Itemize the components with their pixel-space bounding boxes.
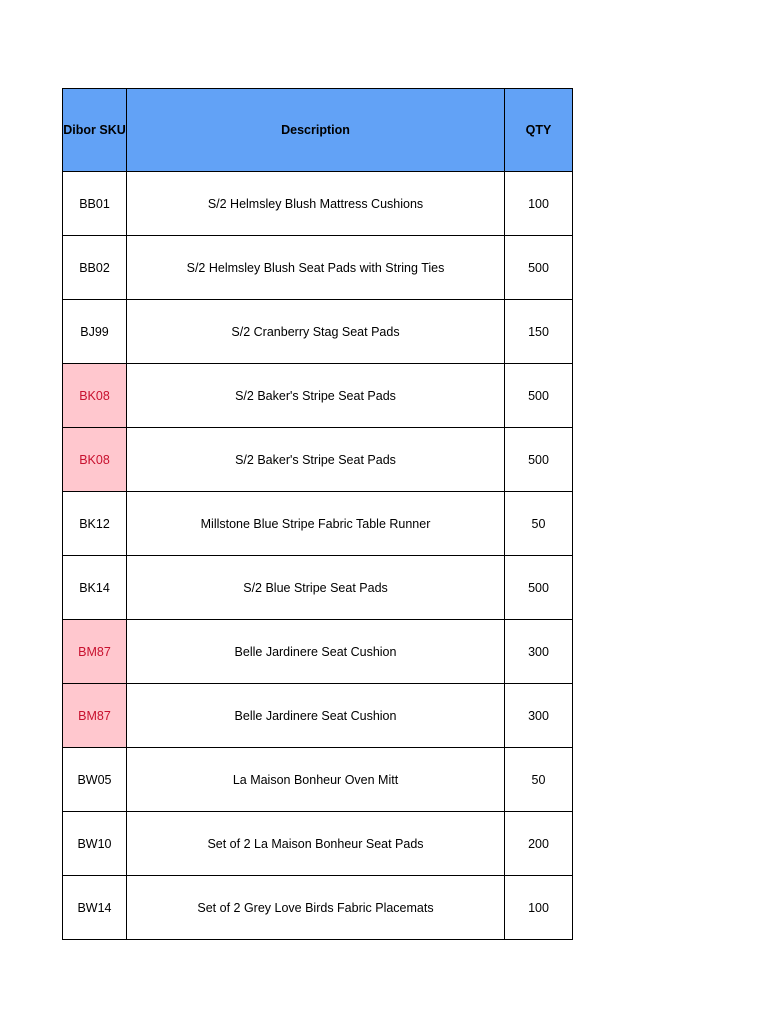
table-row [63, 684, 573, 748]
table-body [63, 172, 573, 940]
table-row [63, 300, 573, 364]
table-row [63, 876, 573, 940]
description-cell: Belle Jardinere Seat Cushion [127, 620, 505, 684]
table-row [63, 364, 573, 428]
sku-cell: BM87 [63, 620, 127, 684]
qty-cell: 300 [505, 620, 573, 684]
sku-cell: BK08 [63, 428, 127, 492]
qty-cell: 100 [505, 172, 573, 236]
description-cell: S/2 Baker's Stripe Seat Pads [127, 428, 505, 492]
table-row [63, 428, 573, 492]
description-cell: Millstone Blue Stripe Fabric Table Runner [127, 492, 505, 556]
sku-cell: BW05 [63, 748, 127, 812]
sku-cell: BM87 [63, 684, 127, 748]
sku-cell: BJ99 [63, 300, 127, 364]
inventory-table [62, 88, 573, 940]
table-row [63, 172, 573, 236]
qty-cell: 50 [505, 748, 573, 812]
qty-cell: 500 [505, 428, 573, 492]
header-qty: QTY [505, 89, 573, 172]
table-row [63, 556, 573, 620]
sku-cell: BK08 [63, 364, 127, 428]
header-row [63, 89, 573, 172]
description-cell: Belle Jardinere Seat Cushion [127, 684, 505, 748]
description-cell: Set of 2 La Maison Bonheur Seat Pads [127, 812, 505, 876]
header-description: Description [127, 89, 505, 172]
qty-cell: 500 [505, 364, 573, 428]
qty-cell: 100 [505, 876, 573, 940]
qty-cell: 500 [505, 556, 573, 620]
qty-cell: 500 [505, 236, 573, 300]
description-cell: S/2 Helmsley Blush Mattress Cushions [127, 172, 505, 236]
sku-cell: BK14 [63, 556, 127, 620]
description-cell: S/2 Baker's Stripe Seat Pads [127, 364, 505, 428]
description-cell: Set of 2 Grey Love Birds Fabric Placemats [127, 876, 505, 940]
sku-cell: BW14 [63, 876, 127, 940]
qty-cell: 200 [505, 812, 573, 876]
sku-cell: BW10 [63, 812, 127, 876]
sku-cell: BB02 [63, 236, 127, 300]
sku-cell: BK12 [63, 492, 127, 556]
header-sku: Dibor SKU [63, 89, 127, 172]
qty-cell: 300 [505, 684, 573, 748]
description-cell: S/2 Cranberry Stag Seat Pads [127, 300, 505, 364]
table-row [63, 492, 573, 556]
table-header [63, 89, 573, 172]
description-cell: S/2 Blue Stripe Seat Pads [127, 556, 505, 620]
qty-cell: 50 [505, 492, 573, 556]
table-row [63, 620, 573, 684]
qty-cell: 150 [505, 300, 573, 364]
description-cell: S/2 Helmsley Blush Seat Pads with String Ties [127, 236, 505, 300]
sku-cell: BB01 [63, 172, 127, 236]
table-row [63, 812, 573, 876]
description-cell: La Maison Bonheur Oven Mitt [127, 748, 505, 812]
table-row [63, 748, 573, 812]
table-row [63, 236, 573, 300]
